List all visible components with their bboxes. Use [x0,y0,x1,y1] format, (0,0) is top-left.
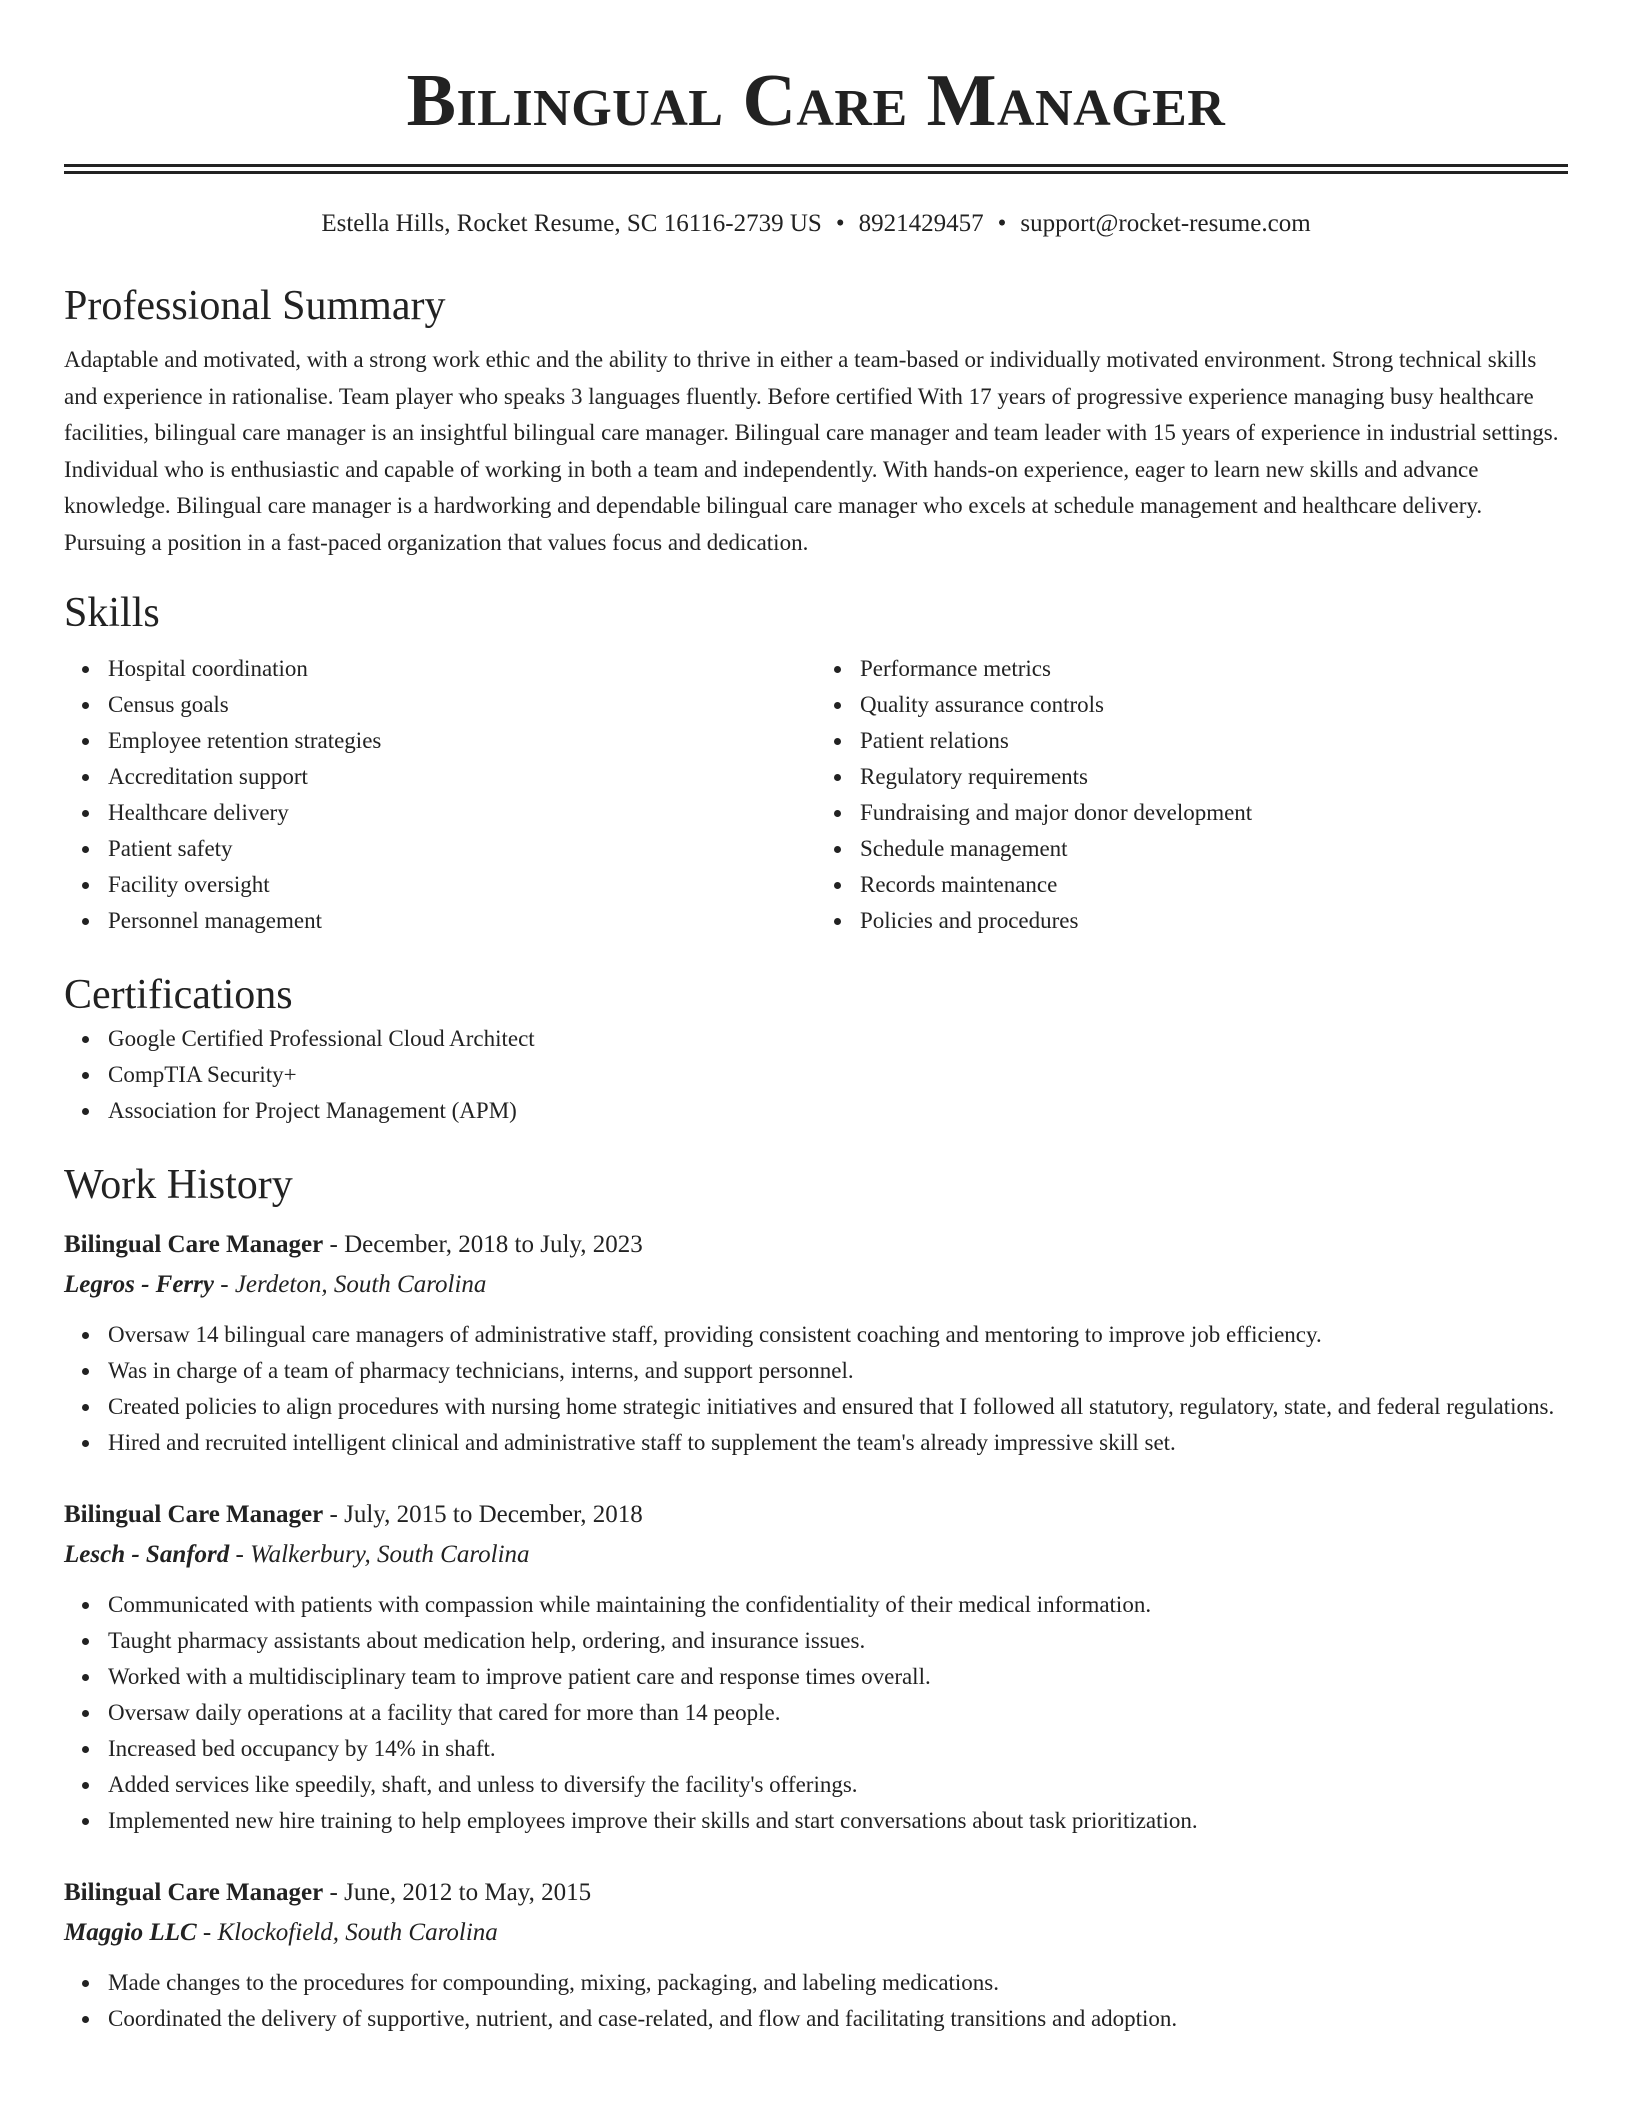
job-title: Bilingual Care Manager [64,1501,324,1528]
job-title: Bilingual Care Manager [64,1879,324,1906]
skill-item: Policies and procedures [860,903,1568,939]
work-history-heading: Work History [64,1162,293,1208]
job-bullet: Was in charge of a team of pharmacy technicians, interns, and support personnel. [108,1353,1568,1389]
skill-item: Healthcare delivery [108,795,816,831]
job-bullet: Increased bed occupancy by 14% in shaft. [108,1731,1568,1767]
summary-text: Adaptable and motivated, with a strong work ethic and the ability to thrive in either a team-based or individually motivated environment. Strong technical skills and experience in rationalise. Team player who speaks 3 languages fluently. Before certified With 17 years of progressive experience managing busy healthcare facilities, bilingual care manager is an insightful bilingual care manager. Bilingual care manager and team leader with 15 years of experience in industrial settings. Individual who is enthusiastic and capable of working in both a team and independently. With hands-on experience, eager to learn new skills and advance knowledge. Bilingual care manager is a hardworking and dependable bilingual care manager who excels at schedule management and healthcare delivery. Pursuing a position in a fast-paced organization that values focus and dedication. [64,347,1559,555]
skill-item: Facility oversight [108,867,816,903]
job-bullet: Coordinated the delivery of supportive, nutrient, and case-related, and flow and facilitating transitions and adoption. [108,2001,1568,2037]
skill-item: Records maintenance [860,867,1568,903]
skill-item: Hospital coordination [108,651,816,687]
job-title-line: Bilingual Care Manager - December, 2018 to July, 2023 [64,1231,643,1258]
job-bullet: Implemented new hire training to help employees improve their skills and start conversations about task prioritization. [108,1803,1568,1839]
job-entry [64,1225,1568,1461]
job-bullet: Taught pharmacy assistants about medication help, ordering, and insurance issues. [108,1623,1568,1659]
skills-list-right [816,651,1568,939]
job-company: Maggio LLC [64,1919,197,1946]
job-title-line: Bilingual Care Manager - June, 2012 to May, 2015 [64,1879,592,1906]
skills-heading: Skills [64,590,160,636]
skill-item: Quality assurance controls [860,687,1568,723]
skill-item: Regulatory requirements [860,759,1568,795]
skill-item: Personnel management [108,903,816,939]
certifications-list [64,1021,1568,1129]
contact-email: support@rocket-resume.com [1020,210,1311,237]
job-bullet: Made changes to the procedures for compounding, mixing, packaging, and labeling medications. [108,1965,1568,2001]
job-bullet: Oversaw daily operations at a facility that cared for more than 14 people. [108,1695,1568,1731]
skill-item: Patient relations [860,723,1568,759]
job-dates: June, 2012 to May, 2015 [344,1879,592,1906]
contact-line [64,208,1568,240]
certification-item: Association for Project Management (APM) [108,1093,1568,1129]
job-title-line: Bilingual Care Manager - July, 2015 to December, 2018 [64,1501,643,1528]
skill-item: Employee retention strategies [108,723,816,759]
skill-item: Accreditation support [108,759,816,795]
job-dates: July, 2015 to December, 2018 [344,1501,643,1528]
contact-separator: • [835,210,845,237]
certification-item: CompTIA Security+ [108,1057,1568,1093]
contact-address: Estella Hills, Rocket Resume, SC 16116-2739 US [321,210,822,237]
title-double-rule [64,164,1568,174]
skills-grid [64,651,1568,939]
skill-item: Census goals [108,687,816,723]
job-bullets [64,1587,1568,1839]
skill-item: Patient safety [108,831,816,867]
job-bullet: Worked with a multidisciplinary team to improve patient care and response times overall. [108,1659,1568,1695]
job-company: Legros - Ferry [64,1271,214,1298]
contact-separator: • [997,210,1007,237]
summary-heading: Professional Summary [64,283,446,329]
job-bullet: Created policies to align procedures with nursing home strategic initiatives and ensured that I followed all statutory, regulatory, state, and federal regulations. [108,1389,1568,1425]
resume-title: Bilingual Care Manager [406,60,1226,142]
job-location: Walkerbury, South Carolina [250,1541,530,1568]
skill-item: Fundraising and major donor development [860,795,1568,831]
job-bullet: Oversaw 14 bilingual care managers of administrative staff, providing consistent coaching and mentoring to improve job efficiency. [108,1317,1568,1353]
job-bullet: Hired and recruited intelligent clinical and administrative staff to supplement the team's already impressive skill set. [108,1425,1568,1461]
job-entry [64,1495,1568,1839]
job-dates: December, 2018 to July, 2023 [344,1231,643,1258]
job-location: Jerdeton, South Carolina [234,1271,487,1298]
job-bullet: Added services like speedily, shaft, and unless to diversify the facility's offerings. [108,1767,1568,1803]
job-bullets [64,1965,1568,2037]
job-company: Lesch - Sanford [64,1541,230,1568]
skill-item: Schedule management [860,831,1568,867]
job-company-line: Legros - Ferry - Jerdeton, South Carolina [64,1271,487,1298]
skills-list-left [64,651,816,939]
job-bullets [64,1317,1568,1461]
job-company-line: Lesch - Sanford - Walkerbury, South Carolina [64,1541,530,1568]
certification-item: Google Certified Professional Cloud Architect [108,1021,1568,1057]
skill-item: Performance metrics [860,651,1568,687]
skills-column-left [64,651,816,939]
job-company-line: Maggio LLC - Klockofield, South Carolina [64,1919,498,1946]
contact-phone: 8921429457 [858,210,984,237]
job-entry [64,1873,1568,2037]
skills-column-right [816,651,1568,939]
job-bullet: Communicated with patients with compassion while maintaining the confidentiality of their medical information. [108,1587,1568,1623]
job-location: Klockofield, South Carolina [217,1919,498,1946]
certifications-heading: Certifications [64,972,293,1018]
job-title: Bilingual Care Manager [64,1231,324,1258]
